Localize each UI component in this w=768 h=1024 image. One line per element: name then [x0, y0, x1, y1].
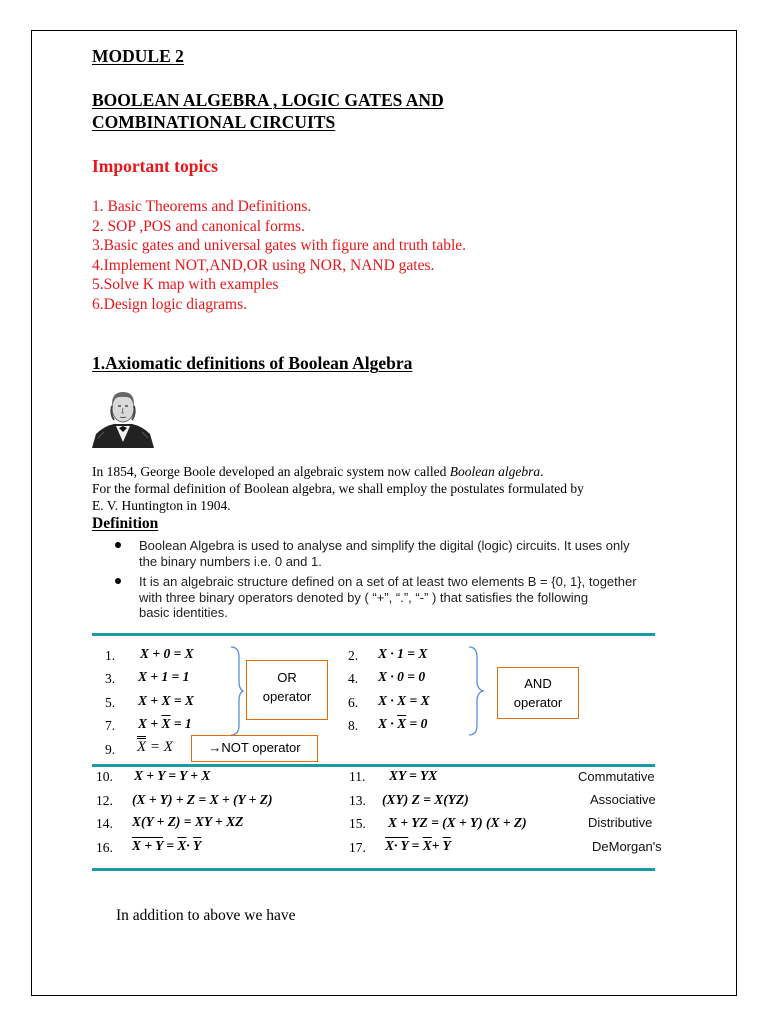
middle-rule — [92, 764, 655, 767]
bullet-2-line-1: It is an algebraic structure defined on a set of at least two elements B = {0, 1}, together — [139, 574, 637, 589]
and-bracket — [467, 645, 489, 737]
law-number: 11. — [349, 769, 366, 784]
identity-7 — [138, 716, 192, 732]
identity-8-part: X · — [378, 716, 398, 731]
bullet-2-line-3: basic identities. — [139, 605, 228, 620]
commutative-label: Commutative — [578, 769, 655, 784]
law-17 — [385, 838, 451, 854]
not-operator-box — [191, 735, 318, 762]
distributive-label: Distributive — [588, 815, 653, 830]
identity-number: 1. — [105, 648, 116, 663]
topic-item: 1. Basic Theorems and Definitions. — [92, 198, 312, 215]
law-number: 10. — [96, 769, 113, 784]
law-16-part: · — [186, 838, 193, 853]
module-title: MODULE 2 — [92, 46, 184, 66]
intro-paragraph — [92, 463, 584, 514]
and-label: AND — [524, 676, 552, 691]
identity-number: 6. — [348, 695, 359, 710]
bullet-dot — [115, 542, 121, 548]
bottom-rule — [92, 868, 655, 871]
topic-item: 2. SOP ,POS and canonical forms. — [92, 217, 305, 235]
law-number: 13. — [349, 793, 366, 808]
identity-7-part: = 1 — [170, 716, 192, 731]
law-number: 12. — [96, 793, 113, 808]
law-16-complement: $\overline{Y}$ — [192, 838, 202, 853]
law-number: 17. — [349, 840, 366, 855]
identity-4: X · 0 = 0 — [378, 669, 426, 684]
identity-8 — [378, 716, 427, 732]
law-number: 15. — [349, 816, 366, 831]
identity-8-part: = 0 — [406, 716, 428, 731]
demorgans-label: DeMorgan's — [592, 839, 662, 854]
law-number: 16. — [96, 840, 113, 855]
or-operator-box — [246, 660, 328, 720]
identity-8-complement: $\overline{X}$ — [397, 716, 407, 731]
identity-number: 8. — [348, 718, 359, 733]
topic-item: 4.Implement NOT,AND,OR using NOR, NAND gates. — [92, 256, 435, 274]
definition-heading: Definition — [92, 515, 159, 532]
or-operator-label: operator — [262, 689, 312, 704]
identity-5: X + X = X — [138, 693, 194, 708]
law-16 — [132, 838, 201, 854]
identity-6: X · X = X — [378, 693, 430, 708]
or-label: OR — [277, 670, 297, 685]
law-number: 14. — [96, 816, 113, 831]
identity-9 — [137, 739, 173, 756]
bullet-2-line-2: with three binary operators denoted by ( “+”, “.”, “-” ) that satisfies the following — [139, 589, 589, 605]
intro-line-1-end: . — [540, 464, 544, 479]
identity-9-part: = X — [146, 739, 173, 755]
law-11: XY = YX — [389, 768, 438, 783]
footer-text: In addition to above we have — [116, 907, 296, 924]
law-15: X + YZ = (X + Y) (X + Z) — [388, 815, 527, 830]
law-17-complement: $\overline{Y}$ — [442, 838, 451, 853]
identity-2: X · 1 = X — [378, 646, 428, 661]
identity-number: 4. — [348, 671, 359, 686]
title-line-1: BOOLEAN ALGEBRA , LOGIC GATES AND — [92, 90, 444, 110]
identity-number: 5. — [105, 695, 116, 710]
bullet-1 — [139, 538, 630, 569]
law-17-part: = — [408, 838, 423, 853]
law-16-complement: $\overline{X}$ — [177, 838, 187, 853]
law-13: (XY) Z = X(YZ) — [382, 792, 469, 807]
law-16-part: = — [162, 838, 178, 853]
identity-3: X + 1 = 1 — [138, 669, 190, 684]
identity-7-complement: $\overline{X}$ — [161, 716, 171, 731]
intro-line-3: E. V. Huntington in 1904. — [92, 498, 231, 513]
identity-1: X + 0 = X — [140, 646, 194, 661]
identity-number: 3. — [105, 671, 116, 686]
topics-list — [92, 197, 466, 314]
associative-label: Associative — [590, 792, 656, 807]
bullet-dot — [115, 578, 121, 584]
law-12: (X + Y) + Z = X + (Y + Z) — [132, 792, 273, 807]
topics-heading: Important topics — [92, 156, 218, 176]
intro-line-1: In 1854, George Boole developed an algebraic system now called — [92, 464, 450, 479]
topic-item: 5.Solve K map with examples — [92, 276, 279, 293]
topic-item: 3.Basic gates and universal gates with figure and truth table. — [92, 237, 467, 254]
or-bracket — [229, 645, 245, 737]
george-boole-portrait — [92, 386, 154, 448]
section-heading: 1.Axiomatic definitions of Boolean Algebra — [92, 353, 413, 373]
law-10: X + Y = Y + X — [134, 768, 211, 783]
law-17-complement: $\overline{X}$ — [422, 838, 432, 853]
and-operator-label: operator — [513, 695, 563, 710]
not-operator-label: →NOT operator — [208, 740, 301, 755]
identity-number: 7. — [105, 718, 116, 733]
and-operator-box — [497, 667, 579, 719]
identity-9-double-complement: X — [137, 736, 146, 755]
law-14: X(Y + Z) = XY + XZ — [132, 814, 244, 829]
intro-line-2: For the formal definition of Boolean algebra, we shall employ the postulates formulated by — [92, 481, 584, 496]
law-17-complement: X· Y — [385, 838, 409, 853]
top-rule — [92, 633, 655, 636]
identity-number: 9. — [105, 742, 116, 757]
identity-7-part: X + — [138, 716, 162, 731]
bullet-1-line-1: Boolean Algebra is used to analyse and simplify the digital (logic) circuits. It uses only — [139, 538, 630, 553]
identity-number: 2. — [348, 648, 359, 663]
boolean-algebra-term: Boolean algebra — [449, 464, 541, 479]
law-17-part: + — [431, 838, 443, 853]
bullet-2 — [139, 574, 637, 621]
topic-item: 6.Design logic diagrams. — [92, 295, 247, 313]
bullet-1-line-2: the binary numbers i.e. 0 and 1. — [139, 553, 322, 569]
title-line-2: COMBINATIONAL CIRCUITS — [92, 112, 336, 132]
law-16-complement: X + Y — [132, 838, 163, 853]
